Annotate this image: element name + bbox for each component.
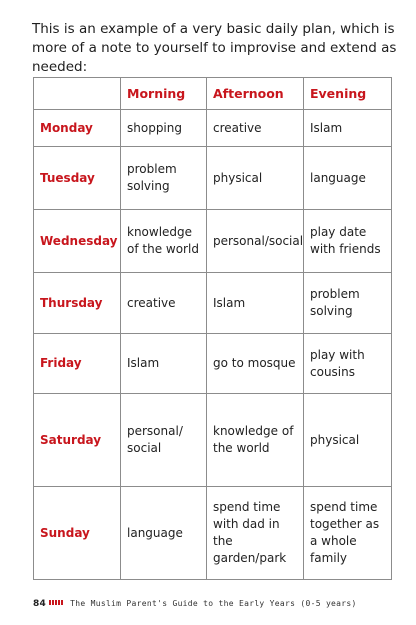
- table-row: [34, 147, 392, 210]
- morning-cell: knowledge of the world: [121, 210, 207, 273]
- evening-cell: spend time together as a whole family: [304, 487, 392, 580]
- header-morning: Morning: [121, 78, 207, 110]
- intro-text: This is an example of a very basic daily plan, which is more of a note to yourself to improvise and extend as needed:: [32, 21, 397, 75]
- afternoon-cell: knowledge of the world: [207, 394, 304, 487]
- afternoon-cell: creative: [207, 110, 304, 147]
- running-title: The Muslim Parent's Guide to the Early Years (0-5 years): [70, 599, 357, 608]
- header-evening: Evening: [304, 78, 392, 110]
- evening-cell: problem solving: [304, 273, 392, 334]
- evening-cell: physical: [304, 394, 392, 487]
- table-row: [34, 394, 392, 487]
- morning-cell: personal/ social: [121, 394, 207, 487]
- evening-cell: language: [304, 147, 392, 210]
- table-row: [34, 487, 392, 580]
- evening-cell: play date with friends: [304, 210, 392, 273]
- header-corner-cell: [34, 78, 121, 110]
- evening-cell: play with cousins: [304, 334, 392, 394]
- morning-cell: creative: [121, 273, 207, 334]
- day-label: Thursday: [34, 273, 121, 334]
- header-afternoon: Afternoon: [207, 78, 304, 110]
- day-label: Monday: [34, 110, 121, 147]
- morning-cell: problem solving: [121, 147, 207, 210]
- table-row: [34, 210, 392, 273]
- afternoon-cell: Islam: [207, 273, 304, 334]
- day-label: Friday: [34, 334, 121, 394]
- afternoon-cell: go to mosque: [207, 334, 304, 394]
- day-label: Saturday: [34, 394, 121, 487]
- table-row: [34, 334, 392, 394]
- morning-cell: shopping: [121, 110, 207, 147]
- morning-cell: Islam: [121, 334, 207, 394]
- table-row: [34, 110, 392, 147]
- page-number: 84: [33, 599, 47, 609]
- day-label: Tuesday: [34, 147, 121, 210]
- footer-ornament: [49, 600, 63, 605]
- afternoon-cell: personal/social: [207, 210, 304, 273]
- morning-cell: language: [121, 487, 207, 580]
- page-footer: [33, 599, 357, 609]
- table-row: [34, 273, 392, 334]
- day-label: Wednesday: [34, 210, 121, 273]
- table-header-row: [34, 78, 392, 110]
- afternoon-cell: physical: [207, 147, 304, 210]
- daily-plan-table: [33, 77, 392, 580]
- evening-cell: Islam: [304, 110, 392, 147]
- day-label: Sunday: [34, 487, 121, 580]
- afternoon-cell: spend time with dad in the garden/park: [207, 487, 304, 580]
